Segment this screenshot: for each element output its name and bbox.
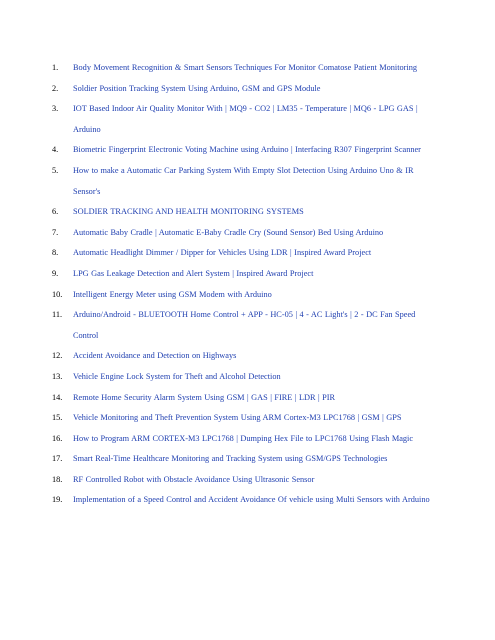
list-item — [0, 99, 495, 140]
list-item — [0, 429, 495, 450]
item-number: 1. — [52, 63, 59, 72]
item-number: 11. — [52, 310, 63, 320]
project-link[interactable]: Soldier Position Tracking System Using Arduino, GSM and GPS Module — [73, 83, 321, 93]
item-number: 12. — [52, 351, 63, 361]
item-number: 14. — [52, 392, 63, 402]
list-item — [0, 161, 495, 202]
project-link[interactable]: RF Controlled Robot with Obstacle Avoidance Using Ultrasonic Sensor — [73, 474, 315, 484]
project-link[interactable]: IOT Based Indoor Air Quality Monitor With | MQ9 - CO2 | LM35 - Temperature | MQ6 - LPG GAS | Arduino — [73, 104, 418, 134]
item-number: 18. — [52, 474, 63, 484]
project-list — [0, 58, 495, 511]
item-number: 15. — [52, 413, 63, 423]
project-link[interactable]: Implementation of a Speed Control and Accident Avoidance Of vehicle using Multi Sensors with Arduino — [73, 495, 430, 505]
project-link[interactable]: Vehicle Monitoring and Theft Prevention System Using ARM Cortex-M3 LPC1768 | GSM | GPS — [73, 413, 402, 423]
project-link[interactable]: Remote Home Security Alarm System Using GSM | GAS | FIRE | LDR | PIR — [73, 392, 336, 402]
item-number: 6. — [52, 207, 59, 217]
list-item — [0, 470, 495, 491]
item-number: 7. — [52, 227, 59, 237]
project-link[interactable]: Vehicle Engine Lock System for Theft and Alcohol Detection — [73, 371, 281, 381]
item-number: 13. — [52, 371, 63, 381]
project-link[interactable]: How to make a Automatic Car Parking System With Empty Slot Detection Using Arduino Uno & IR Sensor's — [73, 165, 414, 196]
list-item — [0, 285, 495, 306]
list-item — [0, 346, 495, 367]
project-link[interactable]: Intelligent Energy Meter using GSM Modem with Arduino — [73, 289, 272, 299]
project-link[interactable]: LPG Gas Leakage Detection and Alert System | Inspired Award Project — [73, 268, 314, 278]
project-link[interactable]: Smart Real-Time Healthcare Monitoring and Tracking System using GSM/GPS Technologies — [73, 454, 388, 464]
list-item — [0, 490, 495, 511]
list-item — [0, 408, 495, 429]
project-link[interactable]: Automatic Baby Cradle | Automatic E-Baby Cradle Cry (Sound Sensor) Bed Using Arduino — [73, 227, 384, 237]
item-number: 4. — [52, 145, 59, 155]
list-item — [0, 305, 495, 346]
item-number: 5. — [52, 165, 59, 175]
project-link[interactable]: Automatic Headlight Dimmer / Dipper for Vehicles Using LDR | Inspired Award Project — [73, 248, 372, 258]
item-number: 3. — [52, 104, 59, 114]
item-number: 16. — [52, 433, 63, 443]
list-item — [0, 243, 495, 264]
item-number: 10. — [52, 289, 63, 299]
list-item — [0, 449, 495, 470]
list-item — [0, 79, 495, 100]
list-item — [0, 223, 495, 244]
list-item — [0, 388, 495, 409]
project-link[interactable]: SOLDIER TRACKING AND HEALTH MONITORING SYSTEMS — [73, 207, 304, 217]
list-item — [0, 367, 495, 388]
list-item — [0, 140, 495, 161]
item-number: 8. — [52, 248, 59, 258]
item-number: 19. — [52, 495, 63, 505]
project-link[interactable]: Body Movement Recognition & Smart Sensors Techniques For Monitor Comatose Patient Monitoring — [73, 63, 418, 72]
list-item — [0, 58, 495, 79]
list-item — [0, 264, 495, 285]
project-link[interactable]: How to Program ARM CORTEX-M3 LPC1768 | Dumping Hex File to LPC1768 Using Flash Magic — [73, 433, 414, 443]
item-number: 2. — [52, 83, 59, 93]
project-link[interactable]: Biometric Fingerprint Electronic Voting Machine using Arduino | Interfacing R307 Fingerprint Scanner — [73, 145, 421, 155]
project-link[interactable]: Arduino/Android - BLUETOOTH Home Control + APP - HC-05 | 4 - AC Light's | 2 - DC Fan Speed Control — [73, 310, 416, 340]
list-item — [0, 202, 495, 223]
item-number: 9. — [52, 268, 59, 278]
item-number: 17. — [52, 454, 63, 464]
project-link[interactable]: Accident Avoidance and Detection on Highways — [73, 351, 237, 361]
